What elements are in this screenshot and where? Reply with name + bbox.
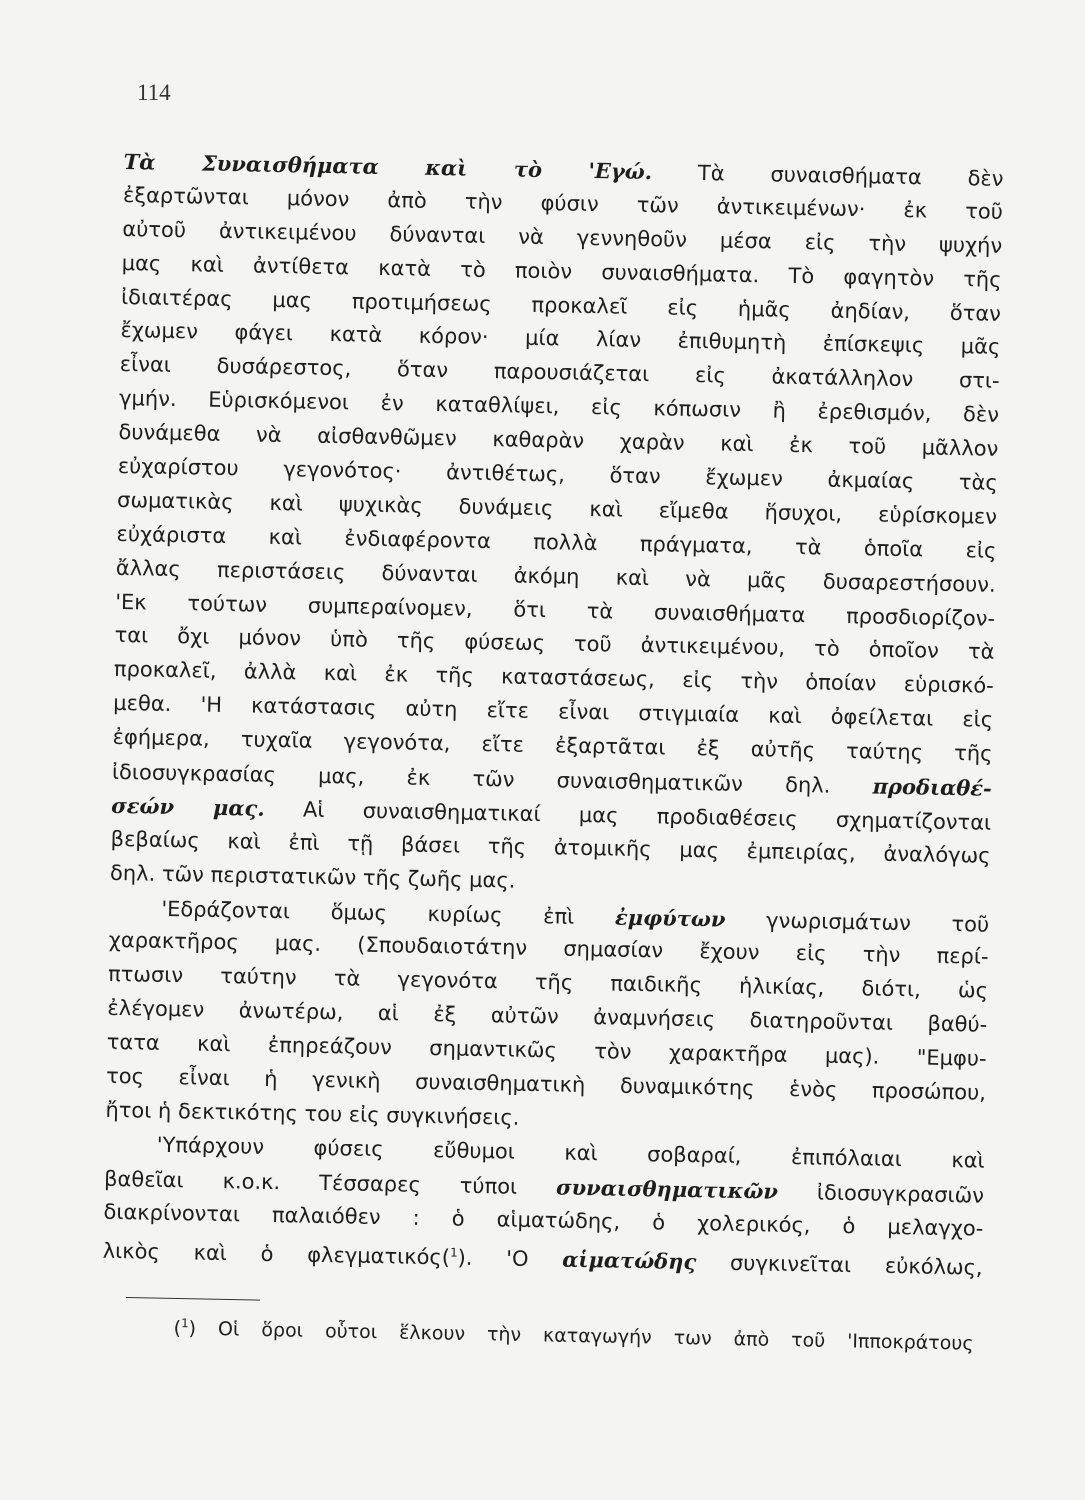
- body-text: [103, 145, 1004, 1280]
- text-line: ἐλέγομεν ἀνωτέρω, αἱ ἐξ αὐτῶν ἀναμνήσεις διατηροῦνται βαθύ-: [107, 996, 988, 1037]
- footnote-reference: 1: [449, 1244, 458, 1260]
- text-line: δηλ. τῶν περιστατικῶν τῆς ζωῆς μας.: [109, 860, 516, 893]
- footnote: ($^1$) Οἱ ὅροι οὗτοι ἕλκουν τὴν καταγωγήν των ἀπὸ τοῦ 'Ιπποκράτους: [173, 1316, 974, 1355]
- emphasis-term: συναισθηματικῶν: [555, 1174, 779, 1204]
- text-line: εἶναι δυσάρεστος, ὅταν παρουσιάζεται εἰς ἀκατάλληλον στι-: [119, 352, 1000, 394]
- footnote-marker: 1: [180, 1316, 189, 1331]
- text-line: Τὰ Συναισθήματα καὶ τὸ 'Εγώ. Τὰ συναισθήματα δὲν: [123, 148, 1004, 191]
- text-line: ἐφήμερα, τυχαῖα γεγονότα, εἴτε ἐξαρτᾶται ἐξ αὐτῆς ταύτης τῆς: [112, 725, 993, 766]
- text-line: 'Εκ τούτων συμπεραίνομεν, ὅτι τὰ συναισθήματα προσδιορίζον-: [115, 589, 996, 631]
- emphasis-term: ἐμφύτων: [614, 904, 726, 932]
- text-line: εὐχαρίστου γεγονότος· ἀντιθέτως, ὅταν ἔχωμεν ἀκμαίας τὰς: [117, 453, 998, 495]
- text-line: βαθεῖαι κ.ο.κ. Τέσσαρες τύποι συναισθηματικῶν ἰδιοσυγκρασιῶν: [103, 1166, 985, 1208]
- section-heading: Τὰ Συναισθήματα καὶ τὸ 'Εγώ.: [123, 148, 653, 185]
- text-line: χαρακτῆρος μας. (Σπουδαιοτάτην σημασίαν ἔχουν εἰς τὴν περί-: [108, 928, 989, 970]
- text-line: αὐτοῦ ἀντικειμένου δύνανται νὰ γεννηθοῦν μέσα εἰς τὴν ψυχήν: [122, 216, 1003, 258]
- emphasis-term: αἱματώδης: [562, 1246, 697, 1274]
- text-line: λικὸς καὶ ὁ φλεγματικός($^1$). 'Ο αἱματώδης συγκινεῖται εὐκόλως,: [102, 1238, 983, 1280]
- emphasis-term: σεών μας.: [111, 792, 265, 821]
- text-line: προκαλεῖ, ἀλλὰ καὶ ἐκ τῆς καταστάσεως, εἰς τὴν ὁποίαν εὑρισκό-: [113, 657, 995, 699]
- text-line: τος εἶναι ἡ γενικὴ συναισθηματικὴ δυναμικότης ἑνὸς προσώπου,: [105, 1063, 987, 1105]
- text-line: γμήν. Εὑρισκόμενοι ἐν καταθλίψει, εἰς κόπωσιν ἢ ἐρεθισμόν, δὲν: [118, 386, 1000, 428]
- text-line: ἤτοι ἡ δεκτικότης του εἰς συγκινήσεις.: [105, 1097, 520, 1130]
- text-line: πτωσιν ταύτην τὰ γεγονότα τῆς παιδικῆς ἡλικίας, διότι, ὡς: [107, 962, 989, 1004]
- text-line: ἔχωμεν φάγει κατὰ κόρον· μία λίαν ἐπιθυμητὴ ἐπίσκεψις μᾶς: [120, 318, 1001, 360]
- page-number: 114: [137, 80, 171, 105]
- text-line: σωματικὰς καὶ ψυχικὰς δυνάμεις καὶ εἴμεθα ἥσυχοι, εὑρίσκομεν: [116, 487, 998, 529]
- text-line: ται ὄχι μόνον ὑπὸ τῆς φύσεως τοῦ ἀντικειμένου, τὸ ὁποῖον τὰ: [114, 623, 995, 665]
- text-line: σεών μας. Αἱ συναισθηματικαί μας προδιαθέσεις σχηματίζονται: [111, 792, 992, 835]
- text-line: 'Υπάρχουν φύσεις εὔθυμοι καὶ σοβαραί, ἐπιπόλαιαι καὶ: [156, 1132, 985, 1173]
- text-line: ἰδιαιτέρας μας προτιμήσεως προκαλεῖ εἰς ἡμᾶς ἀηδίαν, ὅταν: [120, 284, 1002, 326]
- text-line: τατα καὶ ἐπηρεάζουν σημαντικῶς τὸν χαρακτῆρα μας). "Εμφυ-: [106, 1029, 987, 1071]
- text-line: ἐξαρτῶνται μόνον ἀπὸ τὴν φύσιν τῶν ἀντικειμένων· ἐκ τοῦ: [122, 182, 1004, 224]
- text-line: μεθα. 'Η κατάστασις αὐτη εἴτε εἶναι στιγμιαία καὶ ὀφείλεται εἰς: [113, 691, 994, 733]
- footnote-text: Οἱ ὅροι οὗτοι ἕλκουν τὴν καταγωγήν των ἀπὸ τοῦ 'Ιπποκράτους: [217, 1318, 974, 1355]
- text-line: ἰδιοσυγκρασίας μας, ἐκ τῶν συναισθηματικῶν δηλ. προδιαθέ-: [111, 759, 993, 801]
- text-line: ἄλλας περιστάσεις δύνανται ἀκόμη καὶ νὰ μᾶς δυσαρεστήσουν.: [115, 555, 996, 597]
- footnote-divider: [126, 1297, 260, 1301]
- text-line: εὐχάριστα καὶ ἐνδιαφέροντα πολλὰ πράγματα, τὰ ὁποῖα εἰς: [116, 521, 997, 563]
- emphasis-term: προδιαθέ-: [872, 773, 993, 801]
- text-line: διακρίνονται παλαιόθεν : ὁ αἱματώδης, ὁ χολερικός, ὁ μελαγχο-: [103, 1199, 984, 1241]
- text-line: μας καὶ ἀντίθετα κατὰ τὸ ποιὸν συναισθήματα. Τὸ φαγητὸν τῆς: [121, 250, 1002, 292]
- text-line: βεβαίως καὶ ἐπὶ τῇ βάσει τῆς ἀτομικῆς μας ἐμπειρίας, ἀναλόγως: [110, 826, 991, 868]
- text-line: 'Εδράζονται ὅμως κυρίως ἐπὶ ἐμφύτων γνωρισμάτων τοῦ: [161, 896, 990, 937]
- text-line: δυνάμεθα νὰ αἰσθανθῶμεν καθαρὰν χαρὰν καὶ ἐκ τοῦ μᾶλλον: [118, 420, 999, 461]
